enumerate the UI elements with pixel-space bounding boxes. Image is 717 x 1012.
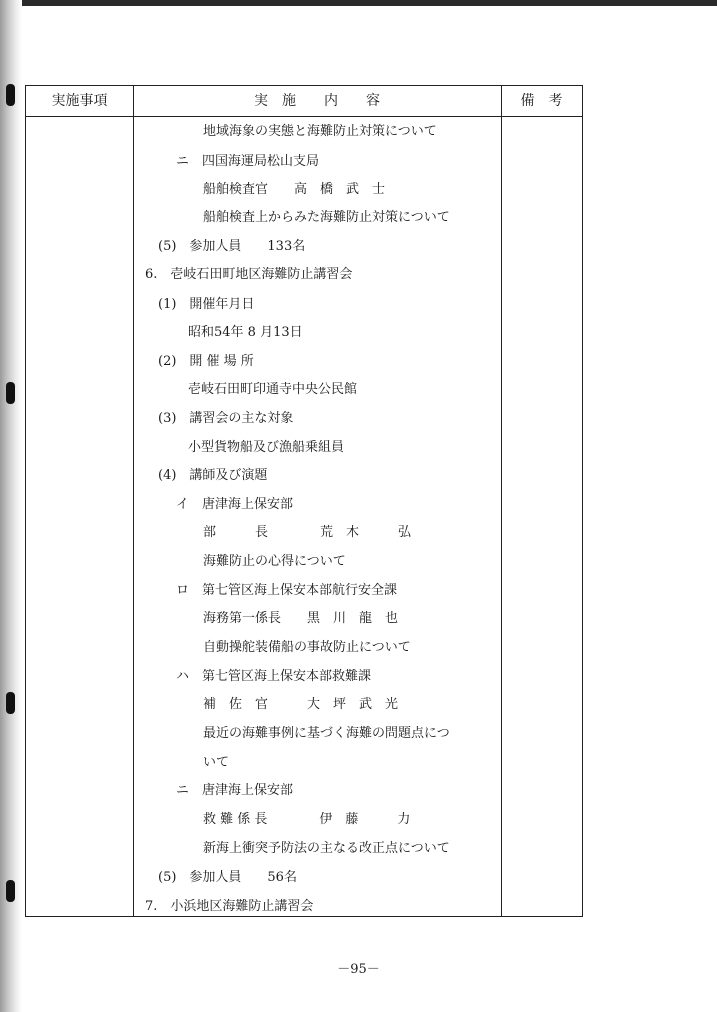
content-line: 船舶検査上からみた海難防止対策について: [203, 210, 450, 225]
page-top-edge: [0, 0, 717, 6]
scan-binding-shadow: [0, 0, 22, 1012]
content-line: (3) 講習会の主な対象: [158, 411, 294, 426]
content-line: 7. 小浜地区海難防止講習会: [145, 899, 314, 914]
content-line: ハ 第七管区海上保安本部救難課: [176, 669, 372, 684]
punch-hole-mark: [6, 84, 15, 106]
punch-hole-mark: [6, 382, 15, 404]
column-divider: [133, 86, 134, 916]
content-line: 救 難 係 長 伊 藤 力: [203, 812, 411, 827]
punch-hole-mark: [6, 692, 15, 714]
content-line: 昭和54年 8 月13日: [188, 325, 303, 340]
content-line: ニ 唐津海上保安部: [176, 783, 294, 798]
content-line: (2) 開 催 場 所: [158, 354, 254, 369]
content-line: 6. 壱岐石田町地区海難防止講習会: [145, 267, 353, 282]
content-line: (5) 参加人員 56名: [158, 870, 297, 885]
content-line: 海難防止の心得について: [203, 554, 346, 569]
content-line: 海務第一係長 黒 川 龍 也: [203, 611, 399, 626]
content-line: ニ 四国海運局松山支局: [176, 154, 320, 169]
header-implementation-content: 実 施 内 容: [254, 93, 380, 109]
content-line: 地域海象の実態と海難防止対策について: [203, 124, 437, 139]
content-line: 最近の海難事例に基づく海難の問題点につ: [203, 726, 450, 741]
content-line: 船舶検査官 高 橋 武 士: [203, 182, 386, 197]
content-line: (5) 参加人員 133名: [158, 239, 306, 254]
header-remarks: 備 考: [520, 93, 563, 109]
content-line: 自動操舵装備船の事故防止について: [203, 640, 411, 655]
content-line: (4) 講師及び演題: [158, 468, 268, 483]
punch-hole-mark: [6, 880, 15, 902]
content-line: いて: [203, 755, 230, 770]
content-line: ロ 第七管区海上保安本部航行安全課: [176, 583, 398, 598]
page-number: －95－: [337, 962, 380, 977]
content-line: 小型貨物船及び漁船乗組員: [188, 440, 345, 455]
content-line: 壱岐石田町印通寺中央公民館: [188, 382, 358, 397]
content-line: 補 佐 官 大 坪 武 光: [203, 697, 399, 712]
content-line: イ 唐津海上保安部: [176, 497, 294, 512]
column-divider: [501, 86, 502, 916]
content-line: 部 長 荒 木 弘: [203, 525, 412, 540]
header-implementation-item: 実施事項: [51, 93, 108, 109]
content-line: 新海上衝突予防法の主なる改正点について: [203, 841, 450, 856]
content-line: (1) 開催年月日: [158, 297, 255, 312]
